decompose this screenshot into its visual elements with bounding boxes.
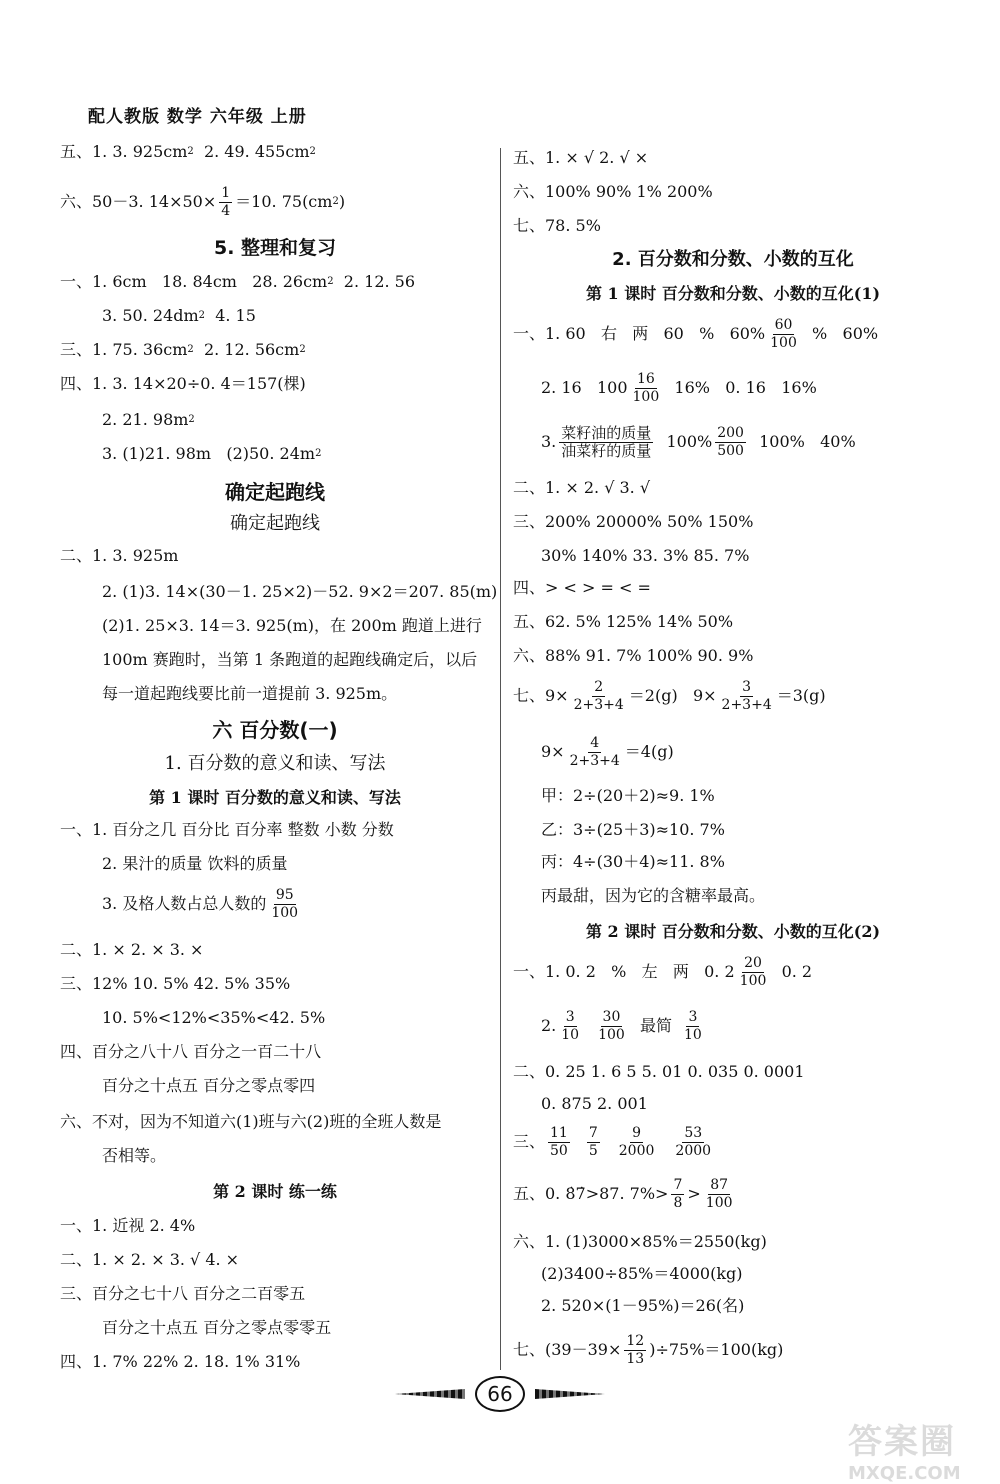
superscript: 2 (332, 196, 339, 207)
answer-line: (2)3400÷85%＝4000(kg) (541, 1264, 743, 1283)
numerator: 200 (717, 424, 744, 441)
numerator: 11 (550, 1124, 568, 1141)
answer-text: 3. (541, 432, 557, 451)
answer-text: 3. 50. 24dm (102, 306, 199, 325)
answer-text: 2. 12. 56 (333, 272, 416, 291)
answer-line: 四、> < > = < = (513, 578, 651, 597)
watermark-url: MXQE.COM (848, 1463, 961, 1484)
fraction (219, 185, 232, 220)
numerator: 12 (626, 1332, 645, 1349)
answer-line (513, 314, 878, 354)
denominator: 100 (739, 972, 767, 989)
numerator: 4 (590, 734, 600, 751)
answer-line: 一、1. 近视 2. 4% (60, 1216, 196, 1235)
answer-text: 16% 0. 16 16% (664, 378, 817, 397)
answer-text: 最简 (629, 1016, 673, 1035)
answer-text: 三、 (513, 1132, 546, 1151)
lesson-heading: 第 1 课时 百分数和分数、小数的互化(1) (585, 284, 881, 303)
numerator: 60 (774, 316, 793, 333)
answer-line: 四、1. 7% 22% 2. 18. 1% 31% (60, 1352, 301, 1371)
denominator: 500 (717, 442, 744, 459)
fraction (572, 679, 626, 714)
numerator: 87 (710, 1176, 729, 1193)
page-number: 66 (475, 1376, 525, 1412)
superscript: 2 (327, 276, 334, 287)
denominator: 4 (221, 202, 231, 219)
superscript: 2 (309, 146, 316, 157)
numerator: 7 (673, 1176, 683, 1193)
answer-line: 七、78. 5% (513, 216, 601, 235)
denominator: 5 (588, 1142, 598, 1159)
answer-text: 六、50－3. 14×50× (60, 192, 217, 211)
answer-line: 一、1. 百分之几 百分比 百分率 整数 小数 分数 (60, 820, 394, 839)
numerator: 53 (684, 1124, 703, 1141)
denominator: 100 (271, 904, 299, 921)
answer-line (60, 336, 306, 364)
denominator: 50 (550, 1142, 568, 1159)
denominator: 2000 (675, 1142, 712, 1159)
denominator: 13 (626, 1350, 645, 1367)
answer-text: 七、(39－39× (513, 1340, 622, 1359)
answer-line (102, 406, 195, 434)
denominator: 油菜籽的质量 (561, 441, 652, 460)
answer-line: (2)1. 25×3. 14＝3. 925(m)，在 200m 跑道上进行 (102, 616, 482, 635)
answer-line (513, 1122, 716, 1162)
column-divider (500, 148, 501, 1370)
fraction (704, 1177, 735, 1212)
section-heading: 确定起跑线 (225, 480, 325, 504)
answer-line: 四、百分之八十八 百分之一百二十八 (60, 1042, 322, 1061)
fraction (596, 1009, 627, 1044)
answer-line: 0. 875 2. 001 (541, 1094, 648, 1113)
answer-text: 3. (1)21. 98m (2)50. 24m (102, 444, 316, 463)
answer-line: 甲：2÷(20＋2)≈9. 1% (541, 786, 715, 805)
answer-line: 10. 5%<12%<35%<42. 5% (102, 1008, 326, 1027)
answer-line (541, 368, 817, 408)
answer-line: 否相等。 (102, 1146, 167, 1165)
answer-line: 30% 140% 33. 3% 85. 7% (541, 546, 750, 565)
answer-line: 五、62. 5% 125% 14% 50% (513, 612, 734, 631)
answer-line (60, 182, 345, 222)
answer-line: 2. (1)3. 14×(30－1. 25×2)－52. 9×2＝207. 85(m) (102, 582, 498, 601)
watermark-logo: 答案圈 (848, 1422, 956, 1462)
superscript: 2 (299, 344, 306, 355)
answer-line: 二、1. × 2. × 3. √ 4. × (60, 1250, 240, 1269)
answer-line: 六、不对，因为不知道六(1)班与六(2)班的全班人数是 (60, 1112, 442, 1131)
section-heading: 1. 百分数的意义和读、写法 (164, 753, 386, 774)
running-header: 配人教版 数学 六年级 上册 (88, 107, 307, 127)
answer-text: ＝4(g) (624, 742, 674, 761)
answer-text: 2. 16 100 (541, 378, 628, 397)
answer-line: 三、百分之七十八 百分之二百零五 (60, 1284, 306, 1303)
answer-line: 二、0. 25 1. 6 5 5. 01 0. 035 0. 0001 (513, 1062, 805, 1081)
answer-line (541, 1006, 707, 1046)
numerator: 3 (688, 1008, 698, 1025)
section-heading: 2. 百分数和分数、小数的互化 (612, 249, 854, 270)
fraction (269, 887, 300, 922)
fraction (720, 679, 774, 714)
answer-text: 五、0. 8̇7̇>87. 7%> (513, 1184, 669, 1203)
answer-line: 二、1. × 2. √ 3. √ (513, 478, 651, 497)
superscript: 2 (315, 448, 322, 459)
fraction (631, 371, 662, 406)
fraction (568, 735, 622, 770)
denominator: 100 (770, 334, 797, 351)
answer-text: ＝10. 75(cm (235, 192, 333, 211)
superscript: 2 (188, 414, 195, 425)
answer-line (513, 676, 826, 716)
answer-line: 丙最甜，因为它的含糖率最高。 (541, 886, 766, 905)
denominator: 10 (684, 1026, 702, 1043)
answer-line (60, 138, 316, 166)
right-ornament (535, 1389, 605, 1399)
answer-line: 乙：3÷(25＋3)≈10. 7% (541, 820, 725, 839)
answer-text: 一、1. 60 右 两 60 % 60% (513, 324, 766, 343)
fraction (673, 1125, 713, 1160)
denominator: 8 (673, 1194, 683, 1211)
answer-text: 2. 12. 56cm (193, 340, 300, 359)
lesson-heading: 第 2 课时 练一练 (213, 1182, 337, 1201)
fraction (617, 1125, 657, 1160)
answer-line (513, 952, 812, 992)
answer-text: ＝2(g) 9× (628, 686, 717, 705)
watermark (848, 1414, 988, 1484)
answer-text: > (687, 1184, 701, 1203)
answer-line: 百分之十点五 百分之零点零四 (102, 1076, 316, 1095)
answer-line (541, 422, 856, 462)
numerator: 95 (275, 886, 294, 903)
denominator: 2000 (618, 1142, 655, 1159)
answer-line (541, 732, 674, 772)
answer-line: 丙：4÷(30＋4)≈11. 8% (541, 852, 725, 871)
numerator: 菜籽油的质量 (561, 423, 652, 442)
page-footer (0, 1376, 1000, 1412)
denominator: 100 (632, 388, 660, 405)
answer-line: 二、1. 3. 925m (60, 546, 179, 565)
answer-text: 4. 15 (205, 306, 256, 325)
denominator: 100 (705, 1194, 733, 1211)
denominator: 2+3+4 (573, 696, 624, 713)
fraction (624, 1333, 646, 1368)
answer-line (513, 1330, 783, 1370)
superscript: 2 (187, 344, 194, 355)
section-heading: 5. 整理和复习 (213, 237, 337, 259)
answer-text: 0. 2 (771, 962, 813, 981)
answer-line: 2. 果汁的质量 饮料的质量 (102, 854, 288, 873)
denominator: 2+3+4 (721, 696, 772, 713)
numerator: 7 (588, 1124, 598, 1141)
numerator: 2 (594, 678, 604, 695)
answer-line: 六、88% 91. 7% 100% 90. 9% (513, 646, 754, 665)
subsection-heading: 确定起跑线 (230, 513, 320, 534)
answer-text: 3. 及格人数占总人数的 (102, 894, 267, 913)
answer-text: 2. 49. 455cm (193, 142, 310, 161)
fraction (682, 1009, 704, 1044)
answer-text: 一、1. 0. 2 % 左 两 0. 2 (513, 962, 735, 981)
answer-text: )÷75%＝100(kg) (649, 1340, 784, 1359)
superscript: 2 (198, 310, 206, 321)
answer-text: 五、1. 3. 925cm (60, 142, 188, 161)
fraction (671, 1177, 684, 1212)
answer-line: 2. 520×(1－95%)＝26(名) (541, 1296, 745, 1315)
denominator: 100 (598, 1026, 625, 1043)
answer-line: 四、1. 3. 14×20÷0. 4＝157(棵) (60, 374, 306, 393)
answer-line: 每一道起跑线要比前一道提前 3. 925m。 (102, 684, 398, 703)
fraction (768, 317, 799, 352)
answer-text: 七、9× (513, 686, 569, 705)
answer-text: 100% 40% (748, 432, 856, 451)
answer-text: ) (338, 192, 346, 211)
answer-line (513, 1174, 738, 1214)
answer-text: 9× (541, 742, 565, 761)
answer-line (102, 884, 303, 924)
answer-text: ＝3(g) (776, 686, 826, 705)
answer-line (102, 302, 256, 330)
fraction (559, 1009, 581, 1044)
answer-line: 100m 赛跑时，当第 1 条跑道的起跑线确定后，以后 (102, 650, 478, 669)
answer-line (102, 440, 321, 468)
numerator: 3 (742, 678, 752, 695)
lesson-heading: 第 2 课时 百分数和分数、小数的互化(2) (585, 922, 881, 941)
answer-line: 百分之十点五 百分之零点零零五 (102, 1318, 332, 1337)
answer-line: 三、12% 10. 5% 42. 5% 35% (60, 974, 291, 993)
chapter-heading: 六 百分数(一) (212, 718, 338, 742)
answer-line: 五、1. × √ 2. √ × (513, 148, 649, 167)
answer-text: 一、1. 6cm 18. 84cm 28. 26cm (60, 272, 328, 291)
answer-text: 2. 21. 98m (102, 410, 189, 429)
fraction (559, 425, 653, 460)
answer-text: 100% (656, 432, 713, 451)
answer-text: 2. (541, 1016, 557, 1035)
numerator: 20 (744, 954, 762, 971)
answer-line: 六、1. (1)3000×85%＝2550(kg) (513, 1232, 767, 1251)
fraction (587, 1125, 600, 1160)
numerator: 1 (221, 184, 231, 201)
answer-text: % 60% (801, 324, 879, 343)
numerator: 30 (602, 1008, 621, 1025)
denominator: 2+3+4 (569, 752, 620, 769)
numerator: 3 (565, 1008, 575, 1025)
answer-text: 三、1. 75. 36cm (60, 340, 188, 359)
answer-line (60, 268, 415, 296)
left-ornament (395, 1389, 465, 1399)
answer-line: 六、100% 90% 1% 200% (513, 182, 713, 201)
fraction (548, 1125, 570, 1160)
fraction (715, 425, 746, 460)
denominator: 10 (561, 1026, 580, 1043)
fraction (738, 955, 769, 990)
answer-line: 二、1. × 2. × 3. × (60, 940, 204, 959)
answer-line: 三、200% 20000% 50% 150% (513, 512, 754, 531)
numerator: 9 (632, 1124, 642, 1141)
lesson-heading: 第 1 课时 百分数的意义和读、写法 (149, 788, 401, 807)
superscript: 2 (187, 146, 194, 157)
numerator: 16 (636, 370, 655, 387)
